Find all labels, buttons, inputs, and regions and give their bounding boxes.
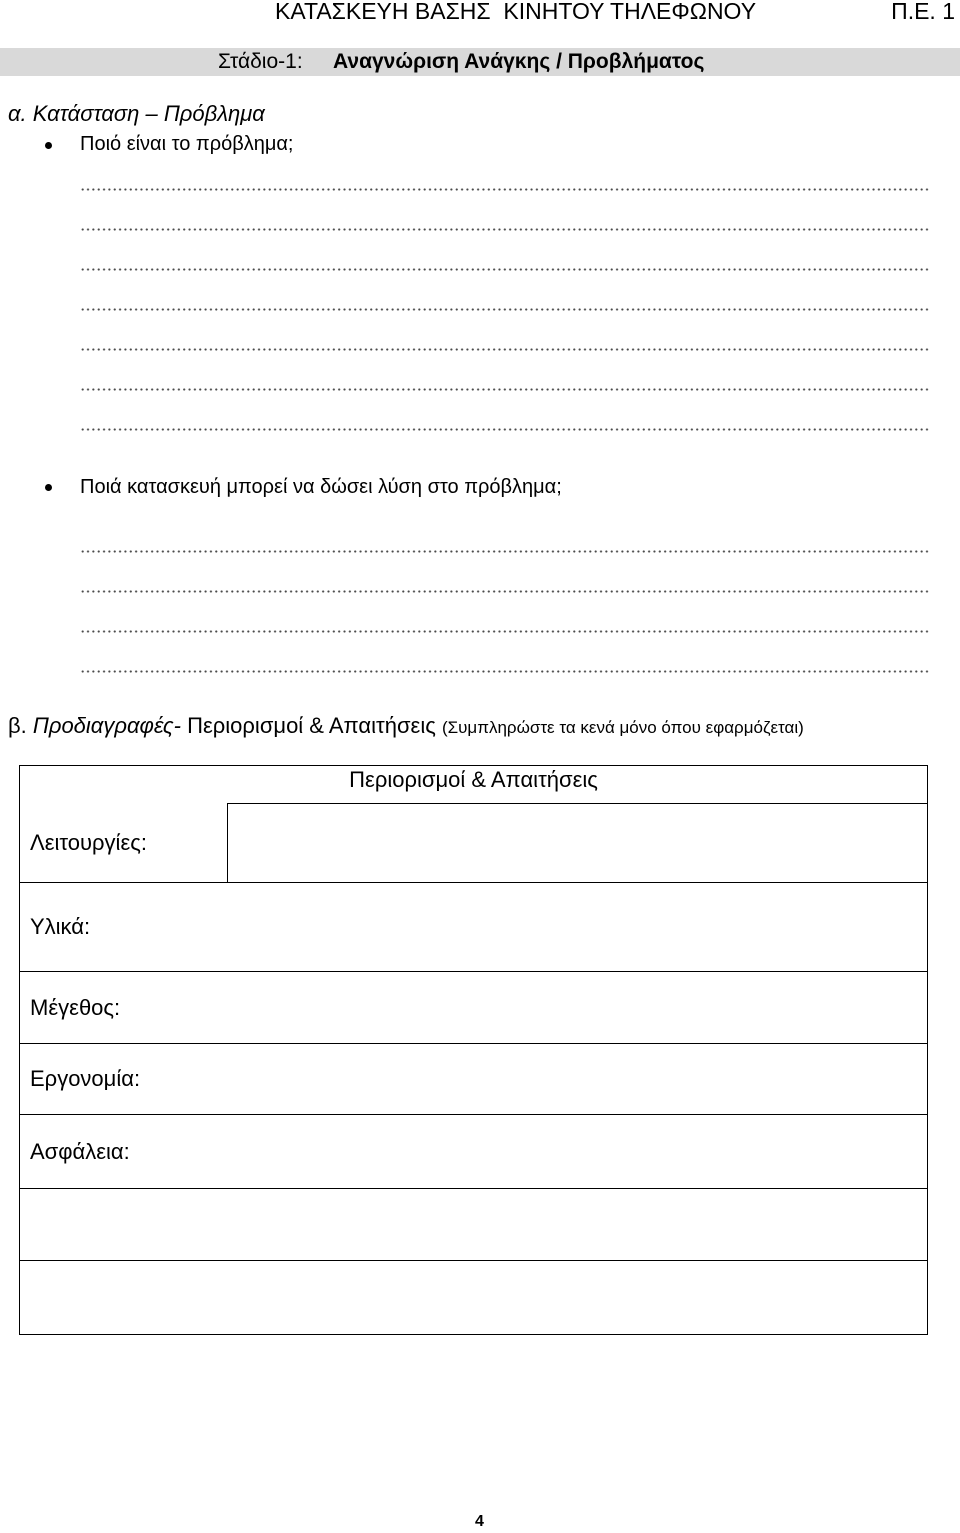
bullet-icon: [45, 484, 52, 491]
answer-line: [80, 228, 930, 231]
table-row: [20, 882, 927, 971]
answer-line: [80, 550, 930, 553]
section-b-prefix: β.: [8, 713, 27, 738]
section-b-title-italic: Προδιαγραφές-: [32, 713, 181, 738]
row-label-materials: Υλικά:: [30, 914, 91, 939]
table-row-empty: [20, 1260, 927, 1334]
section-b-heading: [8, 715, 804, 737]
answer-line: [80, 670, 930, 673]
bullet-icon: [45, 142, 52, 149]
answer-line: [80, 308, 930, 311]
section-b-title: Περιορισμοί & Απαιτήσεις: [187, 713, 436, 738]
question-problem: Ποιό είναι το πρόβλημα;: [80, 133, 294, 155]
document-code: Π.Ε. 1: [891, 0, 955, 24]
row-label-functions: Λειτουργίες:: [30, 829, 147, 855]
answer-line: [80, 428, 930, 431]
row-label-safety: Ασφάλεια:: [30, 1138, 130, 1164]
table-row-empty: [20, 1188, 927, 1260]
row-value-functions: [227, 803, 927, 882]
document-title: ΚΑΤΑΣΚΕΥΗ ΒΑΣΗΣ ΚΙΝΗΤΟΥ ΤΗΛΕΦΩΝΟΥ: [275, 0, 757, 24]
table-row: [20, 1043, 927, 1114]
stage-label: Στάδιο-1:: [218, 50, 303, 73]
question-solution: Ποιά κατασκευή μπορεί να δώσει λύση στο πρόβλημα;: [80, 476, 562, 498]
table-row: [20, 803, 927, 882]
table-row: [20, 1114, 927, 1188]
row-label-size: Μέγεθος:: [30, 994, 121, 1020]
answer-line: [80, 388, 930, 391]
table-row: [20, 971, 927, 1043]
answer-line: [80, 630, 930, 633]
row-label-ergonomics: Εργονομία:: [30, 1066, 141, 1091]
section-b-note: (Συμπληρώστε τα κενά μόνο όπου εφαρμόζεται): [441, 718, 804, 737]
answer-line: [80, 590, 930, 593]
answer-line: [80, 348, 930, 351]
answer-line: [80, 188, 930, 191]
spec-table: [19, 765, 928, 1335]
answer-line: [80, 268, 930, 271]
table-header: Περιορισμοί & Απαιτήσεις: [349, 767, 598, 792]
section-a-heading: α. Κατάσταση – Πρόβλημα: [8, 101, 265, 126]
stage-title: Αναγνώριση Ανάγκης / Προβλήματος: [333, 50, 705, 73]
page-number: 4: [475, 1513, 484, 1530]
stage-band: [0, 48, 960, 76]
